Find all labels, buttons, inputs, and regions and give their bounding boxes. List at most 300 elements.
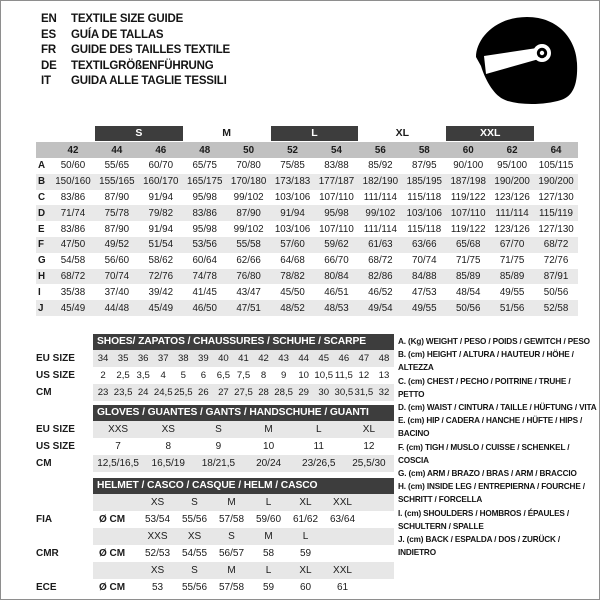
size-cell: 59/62 <box>324 239 349 251</box>
size-cell: 48 <box>378 353 390 364</box>
size-cell: 41/45 <box>192 286 217 298</box>
size-cell: 111/114 <box>363 191 397 203</box>
row-label: US SIZE <box>36 370 75 381</box>
size-cell: 72/76 <box>543 255 569 267</box>
size-cell: 119/122 <box>450 191 486 203</box>
row-label <box>36 562 93 579</box>
size-cell: 55/58 <box>236 239 261 251</box>
size-cell: M <box>264 424 273 435</box>
size-cell: 68/72 <box>368 255 393 267</box>
language-code: DE <box>41 59 57 72</box>
size-cell: 51/56 <box>499 302 525 314</box>
size-cell: 47/53 <box>412 286 437 298</box>
size-cell: 61 <box>336 582 349 593</box>
size-cell: 50/56 <box>543 286 569 298</box>
size-cell: 43 <box>278 353 289 364</box>
size-cell: 127/130 <box>538 191 574 203</box>
size-cell: 173/183 <box>274 176 311 188</box>
table-row <box>36 253 578 269</box>
size-cell: 39/42 <box>148 286 174 298</box>
language-row-en <box>41 12 230 28</box>
size-cell: 53 <box>151 582 164 593</box>
size-cell: 66/70 <box>324 255 349 267</box>
row-label: EU SIZE <box>36 353 75 364</box>
size-cell: 71/74 <box>60 207 86 219</box>
size-cell: 59/60 <box>255 514 282 525</box>
size-column-header: 54 <box>331 144 342 156</box>
size-cell: 53/54 <box>144 514 171 525</box>
size-cell: 90/100 <box>453 160 484 172</box>
row-cells <box>93 350 394 367</box>
size-cell: 42 <box>258 353 269 364</box>
language-title: GUÍA DE TALLAS <box>71 28 164 41</box>
size-cell: 49/52 <box>104 239 130 251</box>
size-cell: 10 <box>298 370 310 381</box>
size-cell: 123/126 <box>494 223 530 235</box>
row-label: FIA <box>36 514 53 525</box>
size-cell: 45/50 <box>280 286 305 298</box>
size-cell: 18/21,5 <box>201 458 236 469</box>
size-cell: 76/80 <box>236 270 261 282</box>
table-row <box>36 237 578 253</box>
size-cell: 12 <box>358 370 370 381</box>
size-cell: 2 <box>100 370 106 381</box>
size-cell: 45 <box>318 353 330 364</box>
size-cell: 44 <box>298 353 310 364</box>
legend-item: E. (cm) HIP / CADERA / HANCHE / HÜFTE / HIPS / BACINO <box>398 416 583 439</box>
size-column-header: 58 <box>418 144 430 156</box>
size-cell: 23 <box>97 387 109 398</box>
language-row-fr <box>41 43 230 59</box>
size-cell: 99/102 <box>365 207 396 219</box>
size-cell: S <box>228 531 235 542</box>
size-cell: 63/66 <box>412 239 437 251</box>
table-title-bar: HELMET / CASCO / CASQUE / HELM / CASCO <box>93 478 394 494</box>
size-group-l: L <box>271 126 359 141</box>
size-cell: 127/130 <box>538 223 574 235</box>
size-cell: 13 <box>378 370 390 381</box>
size-cell: 111/114 <box>495 207 529 219</box>
size-cell: 56/60 <box>104 255 130 267</box>
measurement-legend <box>398 335 598 559</box>
size-cell: 64/68 <box>280 255 305 267</box>
language-row-it <box>41 74 230 90</box>
size-cell: 61/63 <box>368 239 393 251</box>
size-cell: 72/76 <box>148 270 174 282</box>
row-label: CMR <box>36 548 59 559</box>
row-cells <box>93 579 394 596</box>
legend-item: A. (Kg) WEIGHT / PESO / POIDS / GEWITCH / PESO <box>398 337 590 346</box>
size-cell: 83/86 <box>192 207 217 219</box>
size-cell: 165/175 <box>186 176 223 188</box>
size-cell: 31,5 <box>354 387 374 398</box>
size-cell: S <box>191 565 198 576</box>
size-cell: 25,5 <box>173 387 193 398</box>
size-cell: 46/51 <box>324 286 349 298</box>
size-cell: 61/62 <box>292 514 319 525</box>
language-title: GUIDE DES TAILLES TEXTILE <box>71 44 230 57</box>
size-cell: 160/170 <box>143 176 179 188</box>
table-row <box>36 350 394 367</box>
size-cell: 71/75 <box>499 255 525 267</box>
size-cell: 95/98 <box>192 223 217 235</box>
size-cell: M <box>264 531 273 542</box>
row-label: EU SIZE <box>36 424 75 435</box>
table-row <box>36 174 578 190</box>
size-cell: 24,5 <box>153 387 173 398</box>
table-row <box>36 284 578 300</box>
table-row <box>36 494 394 511</box>
size-cell: 55/56 <box>181 514 208 525</box>
size-cell: 75/78 <box>104 207 130 219</box>
size-cell: 177/187 <box>318 176 355 188</box>
size-cell: 190/200 <box>494 176 530 188</box>
size-cell: 41 <box>238 353 249 364</box>
row-cells <box>93 438 394 455</box>
size-cell: 115/118 <box>407 191 442 203</box>
size-cell: 24 <box>137 387 149 398</box>
size-cell: 27,5 <box>234 387 253 398</box>
legend-item: G. (cm) ARM / BRAZO / BRAS / ARM / BRACCIO <box>398 469 577 479</box>
size-column-header: 48 <box>199 144 211 156</box>
language-title: TEXTILGRÖßENFÜHRUNG <box>71 59 214 72</box>
row-label: G <box>38 255 46 267</box>
size-cell: 67/70 <box>499 239 525 251</box>
size-cell: 26 <box>198 387 209 398</box>
size-cell: 46 <box>338 353 350 364</box>
size-cell: 11,5 <box>334 370 353 381</box>
row-label: D <box>38 207 46 219</box>
size-cell: 107/110 <box>319 223 354 235</box>
row-label: A <box>38 160 46 172</box>
size-cell: 30 <box>318 387 330 398</box>
table-row <box>36 300 578 316</box>
size-cell: XS <box>187 531 202 542</box>
size-cell: 103/106 <box>274 223 311 235</box>
size-cell: 6 <box>200 370 207 381</box>
language-header <box>41 12 230 90</box>
size-cell: 3,5 <box>136 370 150 381</box>
legend-item: I. (cm) SHOULDERS / HOMBROS / ÉPAULES / SCHULTERN / SPALLE <box>398 508 569 531</box>
size-cell: 70/80 <box>236 160 261 172</box>
size-cell: 155/165 <box>99 176 135 188</box>
size-cell: XS <box>161 424 175 435</box>
size-number-row <box>36 142 578 158</box>
size-cell: 91/94 <box>148 223 174 235</box>
gloves-table <box>36 405 394 472</box>
table-row <box>36 384 394 401</box>
size-cell: 50/56 <box>455 302 481 314</box>
size-cell: 47 <box>358 353 370 364</box>
size-cell: S <box>215 424 222 435</box>
size-cell: 63/64 <box>329 514 356 525</box>
size-cell: 11 <box>313 441 324 452</box>
row-label: I <box>38 286 41 298</box>
main-table-body <box>36 158 578 316</box>
size-cell: XS <box>150 565 165 576</box>
size-cell: XXS <box>108 424 129 435</box>
table-row <box>36 545 394 562</box>
size-cell: 52/58 <box>543 302 569 314</box>
size-cell: 35/38 <box>60 286 86 298</box>
size-cell: 68/72 <box>60 270 86 282</box>
size-cell: 20/24 <box>256 458 282 469</box>
size-cell: S <box>191 497 198 508</box>
language-title: TEXTILE SIZE GUIDE <box>71 13 184 25</box>
size-cell: 59 <box>262 582 275 593</box>
size-cell: 54/55 <box>181 548 208 559</box>
table-row <box>36 455 394 472</box>
size-cell: 28 <box>258 387 269 398</box>
row-cells <box>93 511 394 528</box>
size-cell: 4 <box>160 370 166 381</box>
size-group-s: S <box>95 126 183 141</box>
size-cell: 87/90 <box>236 207 261 219</box>
size-cell: 38 <box>177 353 189 364</box>
size-cell: 37/40 <box>104 286 130 298</box>
size-group-m: M <box>222 127 232 139</box>
size-cell: 82/86 <box>368 270 393 282</box>
row-cells <box>93 367 394 384</box>
unit-cell: Ø CM <box>99 582 126 593</box>
table-row <box>36 579 394 596</box>
size-cell: 115/119 <box>539 207 574 219</box>
size-cell: XXL <box>333 497 352 508</box>
size-cell: 170/180 <box>230 176 267 188</box>
size-cell: 78/82 <box>280 270 305 282</box>
size-cell: 74/78 <box>192 270 217 282</box>
size-cell: 68/72 <box>543 239 569 251</box>
size-cell: 2,5 <box>116 370 130 381</box>
size-column-header: 60 <box>462 144 474 156</box>
size-cell: XL <box>299 565 312 576</box>
row-label: E <box>38 223 45 235</box>
size-cell: 7,5 <box>236 370 251 381</box>
size-cell: 87/91 <box>543 270 569 282</box>
size-cell: 8 <box>165 441 172 452</box>
table-row <box>36 438 394 455</box>
row-cells <box>93 455 394 472</box>
size-cell: 12 <box>363 441 375 452</box>
size-cell: 91/94 <box>148 191 174 203</box>
size-cell: 37 <box>157 353 169 364</box>
table-row <box>36 269 578 285</box>
size-cell: 105/115 <box>538 160 574 172</box>
legend-item: H. (cm) INSIDE LEG / ENTREPIERNA / FOURCHE / SCHRITT / FORCELLA <box>398 482 585 505</box>
size-cell: 30,5 <box>334 387 354 398</box>
shoes-table <box>36 334 394 401</box>
size-cell: 27 <box>218 387 229 398</box>
row-label: C <box>38 191 46 203</box>
size-cell: 123/126 <box>494 191 530 203</box>
row-cells <box>93 494 394 511</box>
size-cell: 87/90 <box>104 191 130 203</box>
size-cell: 119/122 <box>450 223 486 235</box>
size-cell: 46/50 <box>192 302 217 314</box>
size-cell: 65/75 <box>192 160 217 172</box>
legend-item: C. (cm) CHEST / PECHO / POITRINE / TRUHE / PETTO <box>398 376 571 399</box>
size-column-header: 64 <box>550 144 562 156</box>
size-cell: 43/47 <box>236 286 261 298</box>
size-cell: 182/190 <box>362 176 399 188</box>
size-cell: 95/98 <box>192 191 217 203</box>
row-label: B <box>38 176 46 188</box>
size-cell: XS <box>150 497 165 508</box>
row-cells <box>93 562 394 579</box>
size-cell: 50/60 <box>60 160 86 172</box>
table-row <box>36 511 394 528</box>
size-cell: 187/198 <box>450 176 486 188</box>
size-cell: 70/74 <box>412 255 437 267</box>
size-cell: 10 <box>263 441 275 452</box>
size-cell: 5 <box>180 370 186 381</box>
row-cells <box>93 421 394 438</box>
language-code: ES <box>41 28 56 41</box>
size-column-header: 44 <box>111 144 123 156</box>
size-cell: 58/62 <box>148 255 174 267</box>
size-cell: 54/58 <box>60 255 86 267</box>
size-cell: 59 <box>299 548 312 559</box>
size-cell: 95/100 <box>497 160 528 172</box>
size-cell: XL <box>299 497 312 508</box>
size-column-header: 50 <box>243 144 255 156</box>
size-cell: L <box>265 565 272 576</box>
language-code: EN <box>41 13 57 25</box>
size-cell: L <box>302 531 309 542</box>
size-cell: 115/118 <box>407 223 442 235</box>
size-cell: L <box>315 424 322 435</box>
size-cell: 80/84 <box>324 270 349 282</box>
size-cell: 46/52 <box>368 286 393 298</box>
size-cell: 49/55 <box>412 302 437 314</box>
size-cell: 55/56 <box>181 582 208 593</box>
unit-cell: Ø CM <box>99 548 126 559</box>
size-cell: 48/54 <box>455 286 481 298</box>
size-cell: 60 <box>299 582 312 593</box>
size-cell: 29 <box>298 387 310 398</box>
size-cell: 23/26,5 <box>302 458 336 469</box>
size-column-header: 42 <box>67 144 79 156</box>
size-group-xxl: XXL <box>446 126 534 141</box>
row-label: ECE <box>36 582 57 593</box>
size-cell: 103/106 <box>274 191 311 203</box>
size-cell: 47/50 <box>60 239 86 251</box>
size-cell: 150/160 <box>55 176 91 188</box>
size-cell: 49/54 <box>368 302 393 314</box>
size-cell: 185/195 <box>406 176 442 188</box>
size-group-row <box>36 126 578 141</box>
language-row-es <box>41 28 230 44</box>
size-cell: 70/74 <box>104 270 130 282</box>
size-cell: 79/82 <box>148 207 174 219</box>
row-label <box>36 528 93 545</box>
size-cell: 16,5/19 <box>151 458 185 469</box>
size-cell: 45/49 <box>148 302 174 314</box>
size-cell: 9 <box>280 370 287 381</box>
size-cell: 58 <box>262 548 275 559</box>
legend-item: F. (cm) TIGH / MUSLO / CUISSE / SCHENKEL / COSCIA <box>398 442 570 465</box>
row-label: F <box>38 239 44 251</box>
size-cell: 7 <box>115 441 121 452</box>
size-cell: M <box>227 497 236 508</box>
language-code: FR <box>41 44 56 57</box>
size-column-header: 62 <box>506 144 518 156</box>
size-cell: 40 <box>218 353 229 364</box>
main-size-table <box>36 126 578 316</box>
row-label: J <box>38 302 44 314</box>
size-cell: 36 <box>137 353 149 364</box>
table-row <box>36 205 578 221</box>
size-cell: 57/58 <box>218 514 245 525</box>
size-cell: XXL <box>333 565 352 576</box>
row-label: US SIZE <box>36 441 75 452</box>
size-cell: 47/51 <box>236 302 261 314</box>
table-row <box>36 562 394 579</box>
size-cell: 32 <box>378 387 390 398</box>
table-title-bar: GLOVES / GUANTES / GANTS / HANDSCHUHE / GUANTI <box>93 405 394 421</box>
row-cells <box>93 528 394 545</box>
table-row <box>36 421 394 438</box>
size-cell: 99/102 <box>233 191 264 203</box>
unit-cell: Ø CM <box>99 514 126 525</box>
size-cell: 83/86 <box>60 223 86 235</box>
language-title: GUIDA ALLE TAGLIE TESSILI <box>71 75 227 88</box>
size-cell: 71/75 <box>455 255 481 267</box>
size-cell: 23,5 <box>113 387 133 398</box>
size-cell: 95/98 <box>324 207 349 219</box>
size-cell: 6,5 <box>216 370 231 381</box>
size-cell: 85/92 <box>368 160 393 172</box>
size-cell: 8 <box>260 370 267 381</box>
size-cell: 49/55 <box>499 286 525 298</box>
language-row-de <box>41 59 230 75</box>
size-cell: 75/85 <box>280 160 305 172</box>
size-cell: 83/88 <box>324 160 349 172</box>
size-cell: 25,5/30 <box>352 458 386 469</box>
size-cell: 48/52 <box>280 302 305 314</box>
size-cell: 190/200 <box>538 176 574 188</box>
table-row <box>36 190 578 206</box>
size-cell: XXS <box>147 531 168 542</box>
size-cell: 9 <box>215 441 222 452</box>
size-cell: 84/88 <box>412 270 437 282</box>
legend-item: B. (cm) HEIGHT / ALTURA / HAUTEUR / HÖHE / ALTEZZA <box>398 350 574 373</box>
size-cell: 10,5 <box>314 370 334 381</box>
size-cell: 39 <box>198 353 209 364</box>
size-cell: 111/114 <box>363 223 397 235</box>
size-cell: 52/53 <box>144 548 171 559</box>
size-cell: 35 <box>117 353 129 364</box>
size-cell: 45/49 <box>60 302 86 314</box>
size-cell: 103/106 <box>406 207 442 219</box>
size-cell: 87/95 <box>412 160 437 172</box>
helmet-table <box>36 478 394 596</box>
size-cell: 51/54 <box>148 239 174 251</box>
row-cells <box>93 545 394 562</box>
row-label <box>36 494 93 511</box>
size-cell: 60/64 <box>192 255 217 267</box>
size-cell: 56/57 <box>218 548 245 559</box>
size-cell: 57/58 <box>218 582 245 593</box>
legend-item: J. (cm) BACK / ESPALDA / DOS / ZURÜCK / INDIETRO <box>398 535 561 558</box>
size-cell: 12,5/16,5 <box>97 458 139 469</box>
size-group-xl: XL <box>395 127 410 139</box>
row-label: H <box>38 270 46 282</box>
helmet-icon <box>469 13 583 109</box>
size-cell: 34 <box>97 353 109 364</box>
size-cell: 107/110 <box>450 207 486 219</box>
size-cell: 57/60 <box>280 239 305 251</box>
